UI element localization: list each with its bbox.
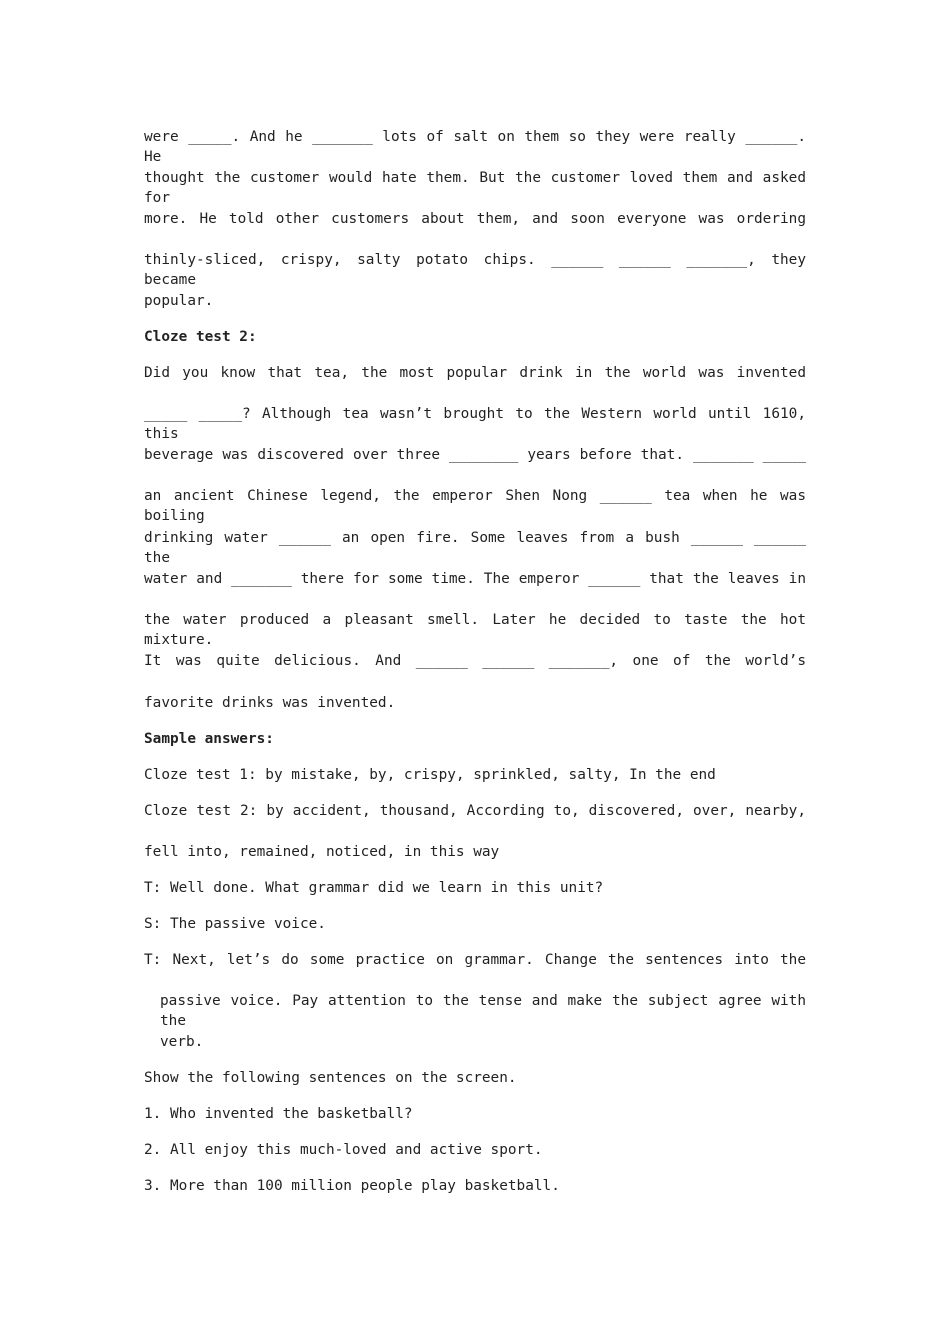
dialog-line: T: Well done. What grammar did we learn in this unit? <box>144 880 604 896</box>
paragraph-line: Did you know that tea, the most popular drink in the world was invented <box>144 365 806 381</box>
answer-line: fell into, remained, noticed, in this way <box>144 844 500 860</box>
paragraph-line: drinking water ______ an open fire. Some leaves from a bush ______ ______ the <box>144 530 806 566</box>
list-item: 1. Who invented the basketball? <box>144 1106 413 1122</box>
paragraph-line: thinly-sliced, crispy, salty potato chips. ______ ______ _______, they became <box>144 252 806 288</box>
list-item: 2. All enjoy this much-loved and active sport. <box>144 1142 543 1158</box>
instruction-line: Show the following sentences on the screen. <box>144 1070 517 1086</box>
dialog-line: T: Next, let’s do some practice on grammar. Change the sentences into the <box>144 952 806 968</box>
paragraph-line: thought the customer would hate them. But the customer loved them and asked for <box>144 170 806 206</box>
paragraph-line: It was quite delicious. And ______ ______ _______, one of the world’s <box>144 653 806 669</box>
dialog-line: passive voice. Pay attention to the tense and make the subject agree with the <box>160 993 806 1029</box>
paragraph-line: an ancient Chinese legend, the emperor Shen Nong ______ tea when he was boiling <box>144 488 806 524</box>
dialog-line: S: The passive voice. <box>144 916 326 932</box>
section-heading: Cloze test 2: <box>144 329 257 345</box>
paragraph-line: popular. <box>144 293 214 309</box>
paragraph-line: the water produced a pleasant smell. Later he decided to taste the hot mixture. <box>144 612 806 648</box>
paragraph-line: beverage was discovered over three ________ years before that. _______ _____ <box>144 447 806 463</box>
paragraph-line: favorite drinks was invented. <box>144 695 396 711</box>
paragraph-line: more. He told other customers about them, and soon everyone was ordering <box>144 211 806 227</box>
section-heading: Sample answers: <box>144 731 274 747</box>
paragraph-line: water and _______ there for some time. The emperor ______ that the leaves in <box>144 571 806 587</box>
paragraph-line: _____ _____? Although tea wasn’t brought to the Western world until 1610, this <box>144 406 806 442</box>
answer-line: Cloze test 1: by mistake, by, crispy, sprinkled, salty, In the end <box>144 767 716 783</box>
answer-line: Cloze test 2: by accident, thousand, According to, discovered, over, nearby, <box>144 803 806 819</box>
paragraph-line: were _____. And he _______ lots of salt on them so they were really ______. He <box>144 129 806 165</box>
list-item: 3. More than 100 million people play basketball. <box>144 1178 560 1194</box>
dialog-line: verb. <box>160 1034 204 1050</box>
